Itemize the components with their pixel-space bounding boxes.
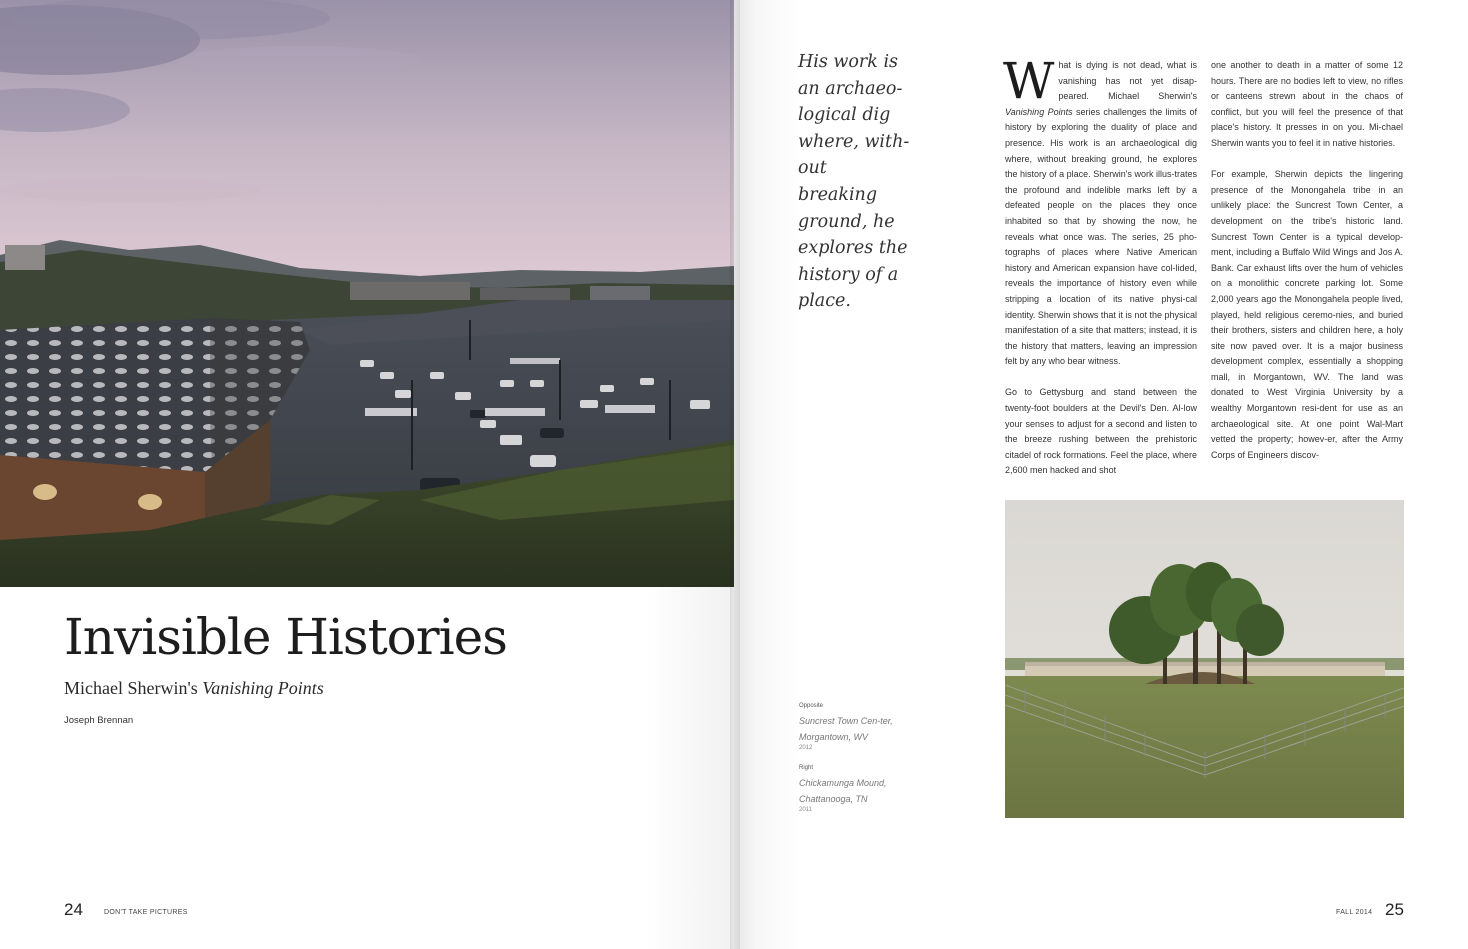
running-title: DON'T TAKE PICTURES xyxy=(104,909,188,916)
mound-field-image xyxy=(1005,500,1404,818)
caption-opposite xyxy=(799,703,909,751)
article-subtitle xyxy=(64,678,324,699)
suncrest-town-center-photo xyxy=(0,0,734,587)
chickamunga-mound-photo xyxy=(1005,500,1404,818)
paragraph-2: Go to Gettysburg and stand between the twenty-foot boulders at the Devil's Den. Al-low your senses to adjust for a second and listen to the breeze rushing between the prehistoric citadel of rock formations. Feel the place, where 2,600 men hacked and shot xyxy=(1005,387,1197,476)
subtitle-prefix: Michael Sherwin's xyxy=(64,678,203,698)
issue-label: FALL 2014 xyxy=(1336,909,1373,916)
paragraph-1-text-b: series challenges the limits of history by exploring the duality of place and presence. His work is an archaeological dig where, without breaking ground, he explores the history of a place. Sherwin's work illus-trates the profound and indelible marks left by a defeated people on the places they once inhabited so that by showing the now, he reveals what once was. The series, 25 pho-tographs of places where Native American history and American expansion have col-lided, reveals the importance of history even while stripping a location of its native physi-cal identity. Sherwin shows that it is not the physical manifestation of a site that matters; instead, it is the history that matters, leaving an impression felt by any who bear witness. xyxy=(1005,106,1197,367)
drop-cap: W xyxy=(1003,52,1055,110)
paragraph-1-text-a: hat is dying is not dead, what is vanishing has not yet disap-peared. Michael Sherwin's xyxy=(1058,60,1197,102)
pull-quote: His work is an archaeo-logical dig where, with-out breaking ground, he explores the history of a place. xyxy=(798,52,910,312)
paragraph-4: For example, Sherwin depicts the lingering presence of the Monongahela tribe in an unlikely place: the Suncrest Town Center, a development on the tribe's historic land. Suncrest Town Center is a typical develop-ment, including a Buffalo Wild Wings and Jos A. Bank. Car exhaust lifts over the hum of vehicles on a monolithic concrete parking lot. Some 2,000 years ago the Monongahela people lived, played, held religious ceremo-nies, and buried their brothers, sisters and children here, a holy site now paved over. It is a major business development complex, essentially a shopping mall, in Morgantown, WV. The land was donated to West Virginia University by a wealthy Morgantown resi-dent for use as an archaeological site. At one point Wal-Mart vetted the property; howev-er, after the Army Corps of Engineers discov- xyxy=(1211,169,1403,460)
caption-label: Right xyxy=(799,765,814,771)
author-byline: Joseph Brennan xyxy=(64,715,134,726)
article-column-2 xyxy=(1211,58,1403,479)
article-title: Invisible Histories xyxy=(64,608,507,666)
paragraph-1 xyxy=(1003,52,1197,370)
caption-title: Suncrest Town Cen-ter, Morgantown, WV xyxy=(799,716,893,742)
caption-title: Chickamunga Mound, Chattanooga, TN xyxy=(799,778,887,804)
caption-label: Opposite xyxy=(799,703,824,709)
caption-year: 2012 xyxy=(799,745,813,751)
series-name-inline: Vanishing Points xyxy=(1005,106,1073,117)
right-page-number: 25 xyxy=(1385,900,1404,919)
left-page-number: 24 xyxy=(64,900,83,919)
article-column-1 xyxy=(1003,52,1197,495)
dusk-parking-lot-image xyxy=(0,0,734,587)
series-title: Vanishing Points xyxy=(202,678,324,698)
caption-right xyxy=(799,765,909,813)
caption-year: 2011 xyxy=(799,807,812,813)
spine-gutter xyxy=(730,0,740,949)
paragraph-3: one another to death in a matter of some 12 hours. There are no bodies left to view, no rifles or canteens strewn about in the chaos of conflict, but you will feel the presence of that place's history. It presses in on you. Mi-chael Sherwin wants you to feel it in native histories. xyxy=(1211,60,1403,148)
